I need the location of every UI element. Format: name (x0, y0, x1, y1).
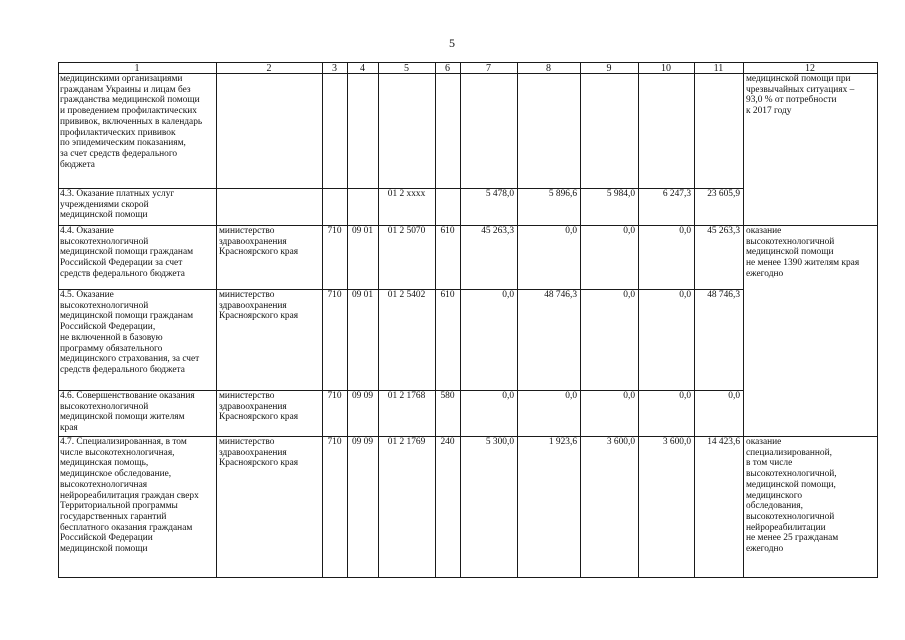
column-border (743, 62, 744, 578)
table-cell: 01 2 5402 (387, 290, 426, 300)
column-header: 11 (713, 62, 724, 74)
table-cell: 6 247,3 (662, 189, 691, 199)
table-cell (438, 74, 457, 188)
table-bottom-border (743, 577, 878, 578)
table-cell: 710 (327, 437, 342, 447)
column-border (517, 62, 518, 578)
table-cell (520, 74, 577, 188)
table-cell: министерство здравоохранения Красноярского края (219, 437, 299, 469)
table-cell: 0,0 (502, 290, 514, 300)
table-cell: 45 263,3 (481, 226, 514, 236)
table-cell: 01 2 хххх (387, 189, 426, 199)
column-border (638, 62, 639, 578)
table-cell: 3 600,0 (662, 437, 691, 447)
table-cell: 23 605,9 (707, 189, 740, 199)
column-header: 5 (404, 62, 409, 74)
table-cell: 610 (440, 226, 455, 236)
column-border (322, 62, 323, 578)
column-header: 6 (445, 62, 450, 74)
table-cell: министерство здравоохранения Красноярского края (219, 226, 299, 258)
column-border (435, 62, 436, 578)
table-cell: 5 984,0 (606, 189, 635, 199)
table-cell: 3 600,0 (606, 437, 635, 447)
table-cell: 5 896,6 (548, 189, 577, 199)
table-cell: 710 (327, 290, 342, 300)
column-border (460, 62, 461, 578)
column-header: 8 (546, 62, 551, 74)
column-header: 3 (332, 62, 337, 74)
table-cell (219, 189, 319, 225)
column-border (580, 62, 581, 578)
table-cell: 01 2 5070 (387, 226, 426, 236)
table-cell: 580 (440, 391, 455, 401)
column-header: 10 (661, 62, 671, 74)
table-cell: 4.6. Совершенствование оказания высокотехнологичной медицинской помощи жителям края (60, 391, 195, 434)
table-cell: 0,0 (565, 226, 577, 236)
column-header: 1 (134, 62, 140, 74)
table-cell: 4.7. Специализированная, в том числе высокотехнологичная, медицинская помощь, медицинское обследование, высокотехнологичная нейрореабилитация граждан сверх Территориальной программы государственных гарантий бесплатного оказания гражданам Российской Федерации медицинской помощи (60, 437, 199, 555)
table-cell: 09 01 (351, 226, 374, 236)
column-header: 12 (805, 62, 815, 74)
table-cell: 240 (440, 437, 455, 447)
table-cell (381, 74, 432, 188)
column-border (694, 62, 695, 578)
table-cell (325, 189, 344, 225)
table-cell: 01 2 1768 (387, 391, 426, 401)
row-border (58, 577, 744, 578)
table-cell (583, 74, 635, 188)
table-cell: 0,0 (679, 226, 691, 236)
result-cell: медицинской помощи при чрезвычайных ситуациях – 93,0 % от потребности к 2017 году (746, 74, 855, 117)
table-cell: 48 746,3 (707, 290, 740, 300)
table-cell: медицинскими организациями гражданам Украины и лицам без гражданства медицинской помощи и проведением профилактических прививок, включенных в календарь профилактических прививок по эпидемическим показаниям, за счет средств федерального бюджета (60, 74, 203, 170)
table-cell: 48 746,3 (544, 290, 577, 300)
table-cell: 0,0 (502, 391, 514, 401)
table-cell (350, 189, 375, 225)
table-cell (350, 74, 375, 188)
table-cell: 0,0 (623, 391, 635, 401)
column-header: 2 (266, 62, 272, 74)
column-header: 9 (606, 62, 612, 74)
table-cell: 45 263,3 (707, 226, 740, 236)
table-cell (641, 74, 691, 188)
table-cell: 0,0 (565, 391, 577, 401)
table-cell: 1 923,6 (548, 437, 577, 447)
table-cell: 4.5. Оказание высокотехнологичной медицинской помощи гражданам Российской Федерации, не включенной в базовую программу обязательного медицинского страхования, за счет средств федерального бюджета (60, 290, 200, 375)
table-cell (438, 189, 457, 225)
table-cell: 610 (440, 290, 455, 300)
table-cell (325, 74, 344, 188)
table-cell: 710 (327, 391, 342, 401)
table-cell: министерство здравоохранения Красноярского края (219, 391, 299, 423)
table-cell: 710 (327, 226, 342, 236)
column-border (216, 62, 217, 578)
table-cell: 5 300,0 (485, 437, 514, 447)
table-cell: 5 478,0 (485, 189, 514, 199)
column-header: 7 (486, 62, 491, 74)
table-cell: 0,0 (728, 391, 740, 401)
table-cell: министерство здравоохранения Красноярского края (219, 290, 299, 322)
table-cell: 09 09 (351, 391, 374, 401)
result-cell: оказание специализированной, в том числе высокотехнологичной, медицинской помощи, медицинского обследования, высокотехнологичной нейрореабилитации не менее 25 гражданам ежегодно (746, 437, 839, 555)
table-cell: 0,0 (679, 290, 691, 300)
result-cell: оказание высокотехнологичной медицинской помощи не менее 1390 жителям края ежегодно (746, 226, 860, 279)
column-border (877, 62, 878, 578)
column-border (347, 62, 348, 578)
table-cell (219, 74, 319, 188)
column-border (378, 62, 379, 578)
table-cell: 0,0 (623, 226, 635, 236)
table-cell (697, 74, 740, 188)
table-cell (463, 74, 514, 188)
table-cell: 0,0 (679, 391, 691, 401)
table-cell: 09 09 (351, 437, 374, 447)
page-number: 5 (449, 36, 455, 50)
table-cell: 01 2 1769 (387, 437, 426, 447)
column-border (58, 62, 59, 578)
table-cell: 4.4. Оказание высокотехнологичной медицинской помощи гражданам Российской Федерации за счет средств федерального бюджета (60, 226, 194, 279)
table-cell: 09 01 (351, 290, 374, 300)
column-header: 4 (360, 62, 365, 74)
table-cell: 4.3. Оказание платных услуг учреждениями скорой медицинской помощи (60, 189, 175, 221)
table-cell: 0,0 (623, 290, 635, 300)
table-cell: 14 423,6 (707, 437, 740, 447)
